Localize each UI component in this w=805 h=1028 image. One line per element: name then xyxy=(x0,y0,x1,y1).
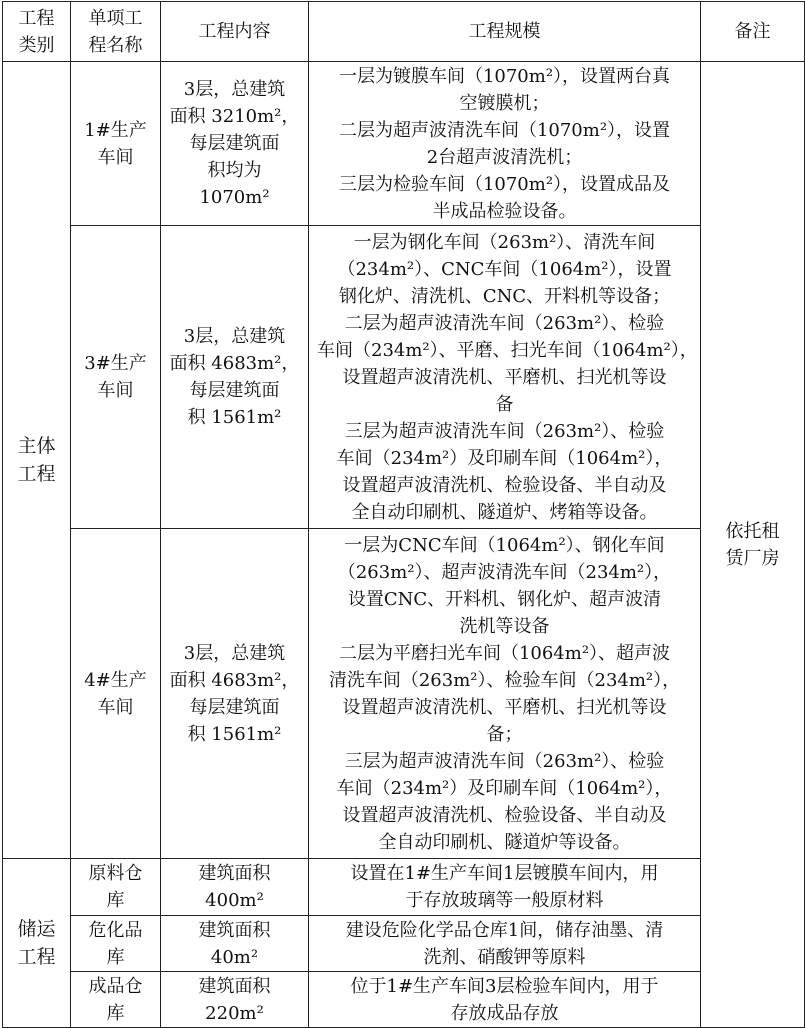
text-line: 建筑面积 xyxy=(198,975,271,997)
text-line: 车间（234m²）及印刷车间（1064m²）， xyxy=(336,777,673,799)
text-line: 二层为超声波清洗车间（263m²）、检验 xyxy=(344,312,665,334)
header-note: 备注 xyxy=(701,2,805,62)
text-line: 400m² xyxy=(205,890,264,911)
row-content xyxy=(161,972,309,1028)
text-line: 库 xyxy=(106,890,125,911)
text-line: 面积 4683m²， xyxy=(169,353,300,374)
text-line: 1070m² xyxy=(199,187,270,208)
row-content xyxy=(161,529,309,859)
row-scale xyxy=(309,62,701,226)
text-line: 程名称 xyxy=(88,34,143,56)
text-line: 每层建筑面 xyxy=(189,696,280,718)
table-row xyxy=(3,529,805,859)
row-content xyxy=(161,916,309,972)
row-scale xyxy=(309,972,701,1028)
text-line: 一层为镀膜车间（1070m²），设置两台真 xyxy=(338,65,671,87)
text-line: 40m² xyxy=(210,946,259,968)
row-content xyxy=(161,859,309,916)
row-name xyxy=(71,226,161,529)
text-line: 车间 xyxy=(97,146,134,168)
text-line: 220m² xyxy=(205,1002,264,1024)
text-line: 三层为检验车间（1070m²），设置成品及 xyxy=(338,173,671,195)
header-scale: 工程规模 xyxy=(309,2,701,62)
text-line: 设置超声波清洗机、平磨机、扫光机等设 xyxy=(342,366,667,388)
text-line: 2台超声波清洗机； xyxy=(426,146,583,168)
text-line: 二层为超声波清洗车间（1070m²），设置 xyxy=(338,119,671,141)
text-line: 三层为超声波清洗车间（263m²）、检验 xyxy=(344,420,665,442)
engineering-table xyxy=(2,1,805,1028)
text-line: 车间（234m²）、平磨、扫光车间（1064m²）， xyxy=(317,339,698,361)
row-name xyxy=(71,62,161,226)
main-category-cell xyxy=(3,62,71,859)
text-line: 库 xyxy=(106,946,125,968)
row-name xyxy=(71,859,161,916)
text-line: 每层建筑面 xyxy=(189,133,280,154)
text-line: 全自动印刷机、隧道炉等设备。 xyxy=(378,831,631,853)
text-line: 备； xyxy=(486,723,523,745)
text-line: 设置超声波清洗机、检验设备、半自动及 xyxy=(342,804,667,826)
text-line: 钢化炉、清洗机、CNC、开料机等设备； xyxy=(338,285,671,307)
table-row xyxy=(3,859,805,916)
text-line: 成品仓 xyxy=(88,975,143,997)
text-line: 3#生产 xyxy=(84,353,147,374)
text-line: （234m²）、CNC车间（1064m²），设置 xyxy=(337,258,672,280)
text-line: 面积 4683m²， xyxy=(169,669,300,691)
text-line: 车间（234m²）及印刷车间（1064m²）， xyxy=(336,447,673,469)
text-line: 建筑面积 xyxy=(198,863,271,884)
text-line: 积 1561m² xyxy=(187,723,282,745)
text-line: 积 1561m² xyxy=(187,407,282,428)
text-line: 依托租 xyxy=(725,520,780,542)
text-line: 3层，总建筑 xyxy=(183,642,286,664)
header-content: 工程内容 xyxy=(161,2,309,62)
text-line: 类别 xyxy=(18,34,55,56)
text-line: 3层，总建筑 xyxy=(183,79,286,100)
text-line: 原料仓 xyxy=(88,863,143,884)
text-line: 库 xyxy=(106,1002,125,1024)
text-line: 单项工 xyxy=(88,7,143,29)
text-line: 危化品 xyxy=(88,919,143,941)
text-line: 于存放玻璃等一般原材料 xyxy=(405,890,604,911)
row-scale xyxy=(309,916,701,972)
text-line: 工程 xyxy=(17,463,56,485)
row-scale xyxy=(309,226,701,529)
text-line: 二层为平磨扫光车间（1064m²）、超声波 xyxy=(338,642,671,664)
text-line: 每层建筑面 xyxy=(189,380,280,401)
text-line: 车间 xyxy=(97,696,134,718)
text-line: 备 xyxy=(495,393,514,415)
row-scale xyxy=(309,529,701,859)
storage-category-cell xyxy=(3,859,71,1028)
text-line: （263m²）、超声波清洗车间（234m²）， xyxy=(337,561,672,583)
row-content xyxy=(161,62,309,226)
text-line: 一层为钢化车间（263m²）、清洗车间 xyxy=(353,231,656,253)
text-line: 4#生产 xyxy=(84,669,147,691)
table-row xyxy=(3,226,805,529)
text-line: 建设危险化学品仓库1间，储存油墨、清 xyxy=(345,919,664,941)
table-row xyxy=(3,972,805,1028)
text-line: 设置在1#生产车间1层镀膜车间内，用 xyxy=(350,863,659,884)
table-row xyxy=(3,62,805,226)
text-line: 建筑面积 xyxy=(198,919,271,941)
text-line: 面积 3210m²， xyxy=(169,106,300,127)
row-scale xyxy=(309,859,701,916)
table-row xyxy=(3,916,805,972)
text-line: 工程 xyxy=(17,946,56,968)
text-line: 赁厂房 xyxy=(725,547,780,569)
text-line: 积均为 xyxy=(207,160,262,181)
text-line: 储运 xyxy=(17,918,56,940)
row-name xyxy=(71,972,161,1028)
header-row xyxy=(3,2,805,62)
note-cell xyxy=(701,62,805,1028)
text-line: 存放成品存放 xyxy=(450,1002,559,1024)
text-line: 1#生产 xyxy=(84,119,147,141)
row-name xyxy=(71,529,161,859)
text-line: 空镀膜机； xyxy=(459,92,550,114)
text-line: 设置CNC、开料机、钢化炉、超声波清 xyxy=(347,588,662,610)
text-line: 主体 xyxy=(17,435,56,457)
text-line: 工程 xyxy=(18,7,55,29)
text-line: 车间 xyxy=(97,380,134,401)
text-line: 洗剂、硝酸钾等原料 xyxy=(423,946,586,968)
header-type xyxy=(3,2,71,62)
text-line: 全自动印刷机、隧道炉、烤箱等设备。 xyxy=(351,501,658,523)
header-name xyxy=(71,2,161,62)
text-line: 一层为CNC车间（1064m²）、钢化车间 xyxy=(344,534,665,556)
row-name xyxy=(71,916,161,972)
text-line: 3层，总建筑 xyxy=(183,326,286,347)
row-content xyxy=(161,226,309,529)
text-line: 设置超声波清洗机、平磨机、扫光机等设 xyxy=(342,696,667,718)
text-line: 设置超声波清洗机、检验设备、半自动及 xyxy=(342,474,667,496)
text-line: 清洗车间（263m²）、检验车间（234m²）， xyxy=(328,669,681,691)
text-line: 半成品检验设备。 xyxy=(432,200,577,222)
text-line: 三层为超声波清洗车间（263m²）、检验 xyxy=(344,750,665,772)
text-line: 洗机等设备 xyxy=(459,615,550,637)
text-line: 位于1#生产车间3层检验车间内，用于 xyxy=(350,975,659,997)
